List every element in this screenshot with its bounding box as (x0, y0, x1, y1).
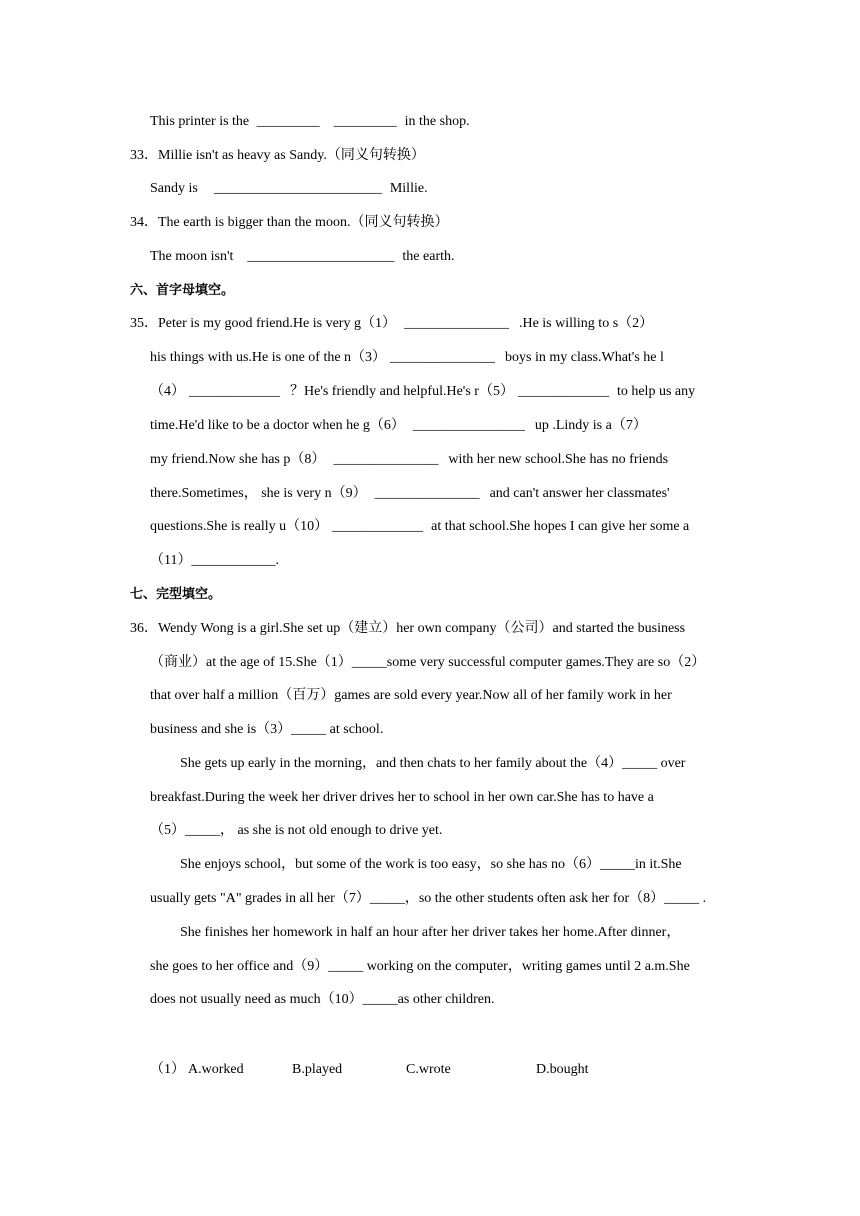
q36-line-11: she goes to her office and（9）_____ working on the computer，writing games until 2 a.m.She (150, 959, 690, 974)
q35-text: with her new school.She has no friends (448, 452, 669, 467)
q33-prefix: Sandy is (150, 181, 198, 196)
q36-line-1: 36．Wendy Wong is a girl.She set up（建立）her own company（公司）and started the business (130, 621, 686, 636)
q35-line-1 (130, 315, 653, 333)
q35-line-8 (150, 552, 279, 570)
q34-prompt: 34．The earth is bigger than the moon.（同义句转换） (130, 215, 449, 230)
option-a[interactable]: A.worked (188, 1062, 244, 1077)
q32-blank-2: _________ (333, 114, 397, 129)
q34-blank: _____________________ (247, 249, 395, 264)
option-d[interactable]: D.bought (536, 1062, 589, 1077)
q35-blank-8: _______________ (333, 452, 439, 467)
section-6-heading: 六、首字母填空。 (130, 283, 235, 298)
q32-blank-1: _________ (256, 114, 320, 129)
q33-answer-line (150, 180, 428, 198)
q35-blank-9: _______________ (374, 486, 480, 501)
q36-line-12: does not usually need as much（10）_____as other children. (150, 992, 495, 1007)
q35-line-3 (150, 383, 695, 401)
q35-text: questions.She is really u（10） (150, 519, 329, 534)
q35-text: time.He'd like to be a doctor when he g（6） (150, 418, 405, 433)
q35-blank-10: _____________ (332, 519, 424, 534)
q36-line-5: She gets up early in the morning，and then chats to her family about the（4）_____ over (180, 756, 686, 771)
q35-text: and can't answer her classmates' (489, 486, 670, 501)
q32-answer-line (150, 113, 470, 131)
q35-line-4 (150, 417, 647, 435)
q35-blank-1: _______________ (403, 316, 509, 331)
q36-line-3: that over half a million（百万）games are sold every year.Now all of her family work in her (150, 688, 672, 703)
q35-text: boys in my class.What's he l (505, 350, 664, 365)
q36-line-4: business and she is（3）_____ at school. (150, 722, 384, 737)
q35-text: .He is willing to s（2） (518, 316, 654, 331)
q36-line-6: breakfast.During the week her driver drives her to school in her own car.She has to have a (150, 790, 654, 805)
q35-blank-5: _____________ (517, 384, 609, 399)
q35-line-5 (150, 451, 668, 469)
option-c[interactable]: C.wrote (406, 1062, 451, 1077)
q32-suffix: in the shop. (404, 114, 470, 129)
q36-line-7: （5）_____， as she is not old enough to drive yet. (150, 823, 443, 838)
q34-answer-line (150, 248, 455, 266)
q35-text: to help us any (616, 384, 696, 399)
q36-line-2: （商业）at the age of 15.She（1）_____some very successful computer games.They are so（2） (150, 655, 706, 670)
q35-text: 35．Peter is my good friend.He is very g（1） (130, 316, 396, 331)
q35-blank-3: _______________ (390, 350, 496, 365)
q35-text: up .Lindy is a（7） (534, 418, 647, 433)
q35-line-2 (150, 349, 664, 367)
q35-text: his things with us.He is one of the n（3） (150, 350, 387, 365)
option-b[interactable]: B.played (292, 1062, 343, 1077)
q34-prefix: The moon isn't (150, 249, 234, 264)
q35-text: there.Sometimes， she is very n（9） (150, 486, 367, 501)
q36-line-9: usually gets "A" grades in all her（7）_____，so the other students often ask her for（8）_____ . (150, 891, 707, 906)
q35-text: （11） (150, 553, 192, 568)
section-7-heading: 七、完型填空。 (130, 587, 222, 602)
option-number: （1） (150, 1062, 185, 1077)
q35-line-6 (150, 485, 670, 503)
q36-line-10: She finishes her homework in half an hour after her driver takes her home.After dinner， (180, 925, 681, 940)
q35-blank-11: ____________ (191, 553, 276, 568)
q35-line-7 (150, 518, 689, 536)
q35-text: ？He's friendly and helpful.He's r（5） (290, 384, 514, 399)
q35-blank-4: _____________ (189, 384, 280, 399)
q35-text: . (275, 553, 279, 568)
q32-prefix: This printer is the (150, 114, 253, 129)
q35-text: my friend.Now she has p（8） (150, 452, 326, 467)
q33-blank: ________________________ (213, 181, 382, 196)
q35-text: at that school.She hopes I can give her some a (431, 519, 690, 534)
q36-line-8: She enjoys school，but some of the work is too easy，so she has no（6）_____in it.She (180, 857, 682, 872)
q33-prompt: 33．Millie isn't as heavy as Sandy.（同义句转换） (130, 148, 425, 163)
q35-blank-6: ________________ (412, 418, 525, 433)
q34-suffix: the earth. (402, 249, 455, 264)
q35-text: （4） (150, 384, 185, 399)
q33-suffix: Millie. (389, 181, 428, 196)
